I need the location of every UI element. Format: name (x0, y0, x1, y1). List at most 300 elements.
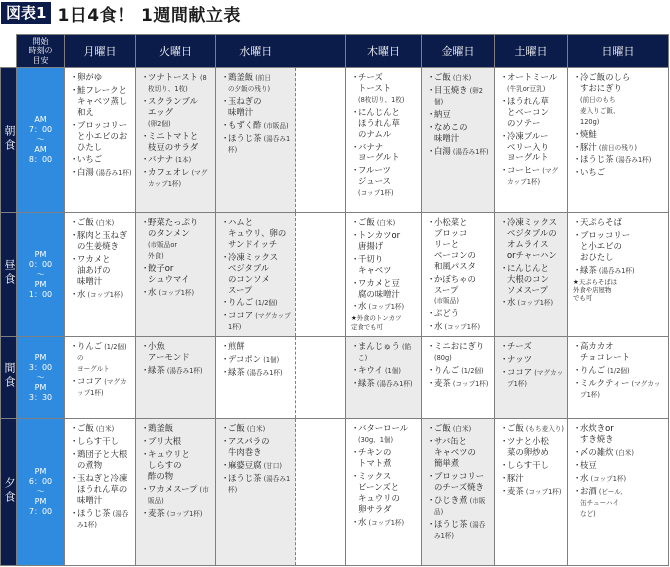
menu-item (141, 423, 212, 434)
bullet: ・ (427, 423, 436, 434)
bullet: ・ (500, 165, 509, 176)
menu-item-body (434, 471, 484, 493)
menu-item-body (77, 72, 102, 83)
bullet: ・ (141, 286, 150, 297)
menu-item (351, 341, 418, 363)
menu-item (573, 378, 665, 400)
meal-time-text: PM 6：00 ～ PM 7：00 (28, 467, 53, 517)
menu-item-body (580, 447, 634, 458)
menu-item (427, 471, 491, 493)
menu-item-body (507, 165, 564, 187)
menu-item-text: キウイ (358, 365, 383, 376)
menu-item-body (580, 423, 614, 445)
menu-cell (136, 68, 216, 213)
menu-item-body (507, 341, 532, 352)
bullet: ・ (427, 341, 436, 352)
menu-item-body (434, 519, 491, 541)
menu-item-note: (前日のもち 麦入りご飯、 120g) (580, 95, 620, 126)
menu-item (351, 72, 418, 105)
menu-item-text: 水 (580, 472, 589, 483)
meal-label (1, 213, 17, 337)
menu-item-note: (湯呑み1杯) (374, 379, 413, 388)
menu-item-note: (もち麦入り) (523, 425, 564, 434)
menu-item (221, 96, 292, 118)
menu-cell (216, 419, 296, 566)
bullet: ・ (141, 365, 150, 376)
bullet: ・ (500, 217, 509, 227)
menu-item (221, 354, 292, 365)
menu-item-body (148, 96, 198, 129)
menu-item (70, 473, 132, 506)
menu-item-note: (マグカップ1杯) (580, 379, 661, 399)
menu-item-note: (ビール、 缶チューハイ など) (580, 487, 627, 518)
menu-item (427, 274, 491, 307)
menu-item-body (507, 297, 553, 308)
menu-item-text: デコポン (228, 354, 262, 365)
menu-cell (422, 337, 495, 419)
menu-item-text: 野菜たっぷり のタンメン (148, 217, 199, 238)
menu-item-note: (白米) (450, 74, 472, 82)
meal-time-text: AM 7：00 ～ AM 8：00 (28, 115, 53, 164)
bullet: ・ (70, 375, 79, 386)
menu-item (70, 167, 132, 178)
bullet: ・ (500, 459, 509, 470)
menu-cell (495, 337, 568, 419)
menu-item (221, 133, 292, 155)
menu-item-text: チーズ (507, 341, 532, 352)
bullet: ・ (221, 367, 230, 378)
menu-item (573, 473, 665, 484)
menu-item (427, 321, 491, 332)
menu-item-text: 水炊きor すき焼き (580, 423, 614, 445)
menu-item-text: 水 (77, 288, 86, 299)
menu-item-text: カフェオレ (148, 167, 190, 178)
menu-item (141, 263, 212, 285)
bullet: ・ (70, 229, 79, 240)
menu-item-note: (1本) (173, 156, 192, 165)
bullet: ・ (141, 423, 150, 434)
menu-item (351, 301, 418, 312)
menu-item-body (77, 508, 132, 530)
bullet: ・ (351, 377, 360, 388)
menu-item-text: 玉ねぎと冷凍 ほうれん草の 味噌汁 (77, 472, 128, 505)
menu-item-text: 焼鮭 (580, 128, 597, 139)
menu-item (141, 341, 212, 363)
menu-item-text: 豚肉と玉ねぎ の生姜焼き (77, 229, 128, 251)
menu-item-body (434, 85, 491, 107)
menu-item (500, 72, 564, 94)
menu-item-body (434, 321, 480, 332)
menu-item-note: (湯呑み1杯) (613, 156, 652, 165)
bullet: ・ (500, 472, 509, 483)
menu-item-text: お酒 (580, 485, 597, 496)
menu-item-body (507, 486, 561, 497)
menu-item-body (228, 217, 286, 250)
menu-item-text: 枝豆 (580, 459, 597, 470)
header-row (1, 35, 669, 68)
bullet: ・ (221, 251, 230, 262)
menu-item-text: 納豆 (434, 108, 451, 119)
menu-item-note: (1個) (382, 367, 401, 376)
menu-item-text: しらす干し (77, 436, 119, 447)
menu-item-note: (コップ1杯) (523, 487, 562, 496)
menu-item-body (77, 436, 119, 447)
menu-item-note: (市販品) (434, 297, 459, 306)
menu-item-body (434, 146, 489, 157)
menu-item-text: なめこの 味噌汁 (434, 121, 468, 143)
menu-item-body (507, 72, 564, 94)
day-header: 月曜日 (65, 35, 136, 68)
menu-item (141, 365, 212, 376)
menu-item-text: 緑茶 (580, 264, 597, 275)
bullet: ・ (573, 128, 582, 139)
bullet: ・ (573, 459, 582, 470)
menu-item (351, 254, 418, 276)
menu-item-body (434, 72, 471, 83)
bullet: ・ (427, 436, 436, 447)
menu-item-text: ココア (77, 375, 103, 386)
menu-item (141, 449, 212, 482)
meal-row (1, 213, 669, 337)
menu-item (573, 486, 665, 519)
menu-item-text: 冷凍ミックス ベジタブル のコンソメ スープ (228, 251, 278, 295)
menu-item-body (228, 297, 278, 308)
menu-cell (568, 213, 669, 337)
bullet: ・ (221, 341, 230, 352)
menu-item-body (580, 167, 605, 178)
menu-item (573, 365, 665, 376)
menu-item-note: (湯呑み1杯) (164, 367, 203, 376)
menu-item-text: 鶏釜飯 (148, 423, 174, 434)
menu-item-text: ココア (228, 310, 254, 321)
menu-item-body (358, 378, 413, 389)
menu-item (573, 460, 665, 471)
menu-item (221, 367, 292, 378)
menu-item (221, 473, 292, 495)
menu-item-text: ブロッコリー と小エビのお ひたし (77, 119, 128, 152)
menu-item-text: にんじんと ほうれん草 のナムル (358, 106, 400, 139)
meal-time (17, 337, 65, 419)
bullet: ・ (221, 459, 230, 470)
bullet: ・ (427, 121, 436, 132)
menu-item-text: 冷凍ブルー ベリー入り ヨーグルト (507, 130, 549, 163)
menu-item-text: ほうじ茶 (77, 507, 111, 518)
menu-item-body (358, 365, 401, 376)
menu-item-text: ツナと小松 菜の卵炒め (507, 436, 549, 458)
bullet: ・ (221, 354, 230, 365)
bullet: ・ (351, 253, 360, 264)
menu-item-text: ご飯 (77, 423, 94, 434)
bullet: ・ (351, 217, 360, 227)
menu-item-body (148, 217, 198, 261)
menu-item-body (580, 217, 622, 228)
bullet: ・ (221, 217, 230, 227)
menu-item-note: (湯呑み1杯) (228, 474, 291, 494)
menu-item-body (228, 252, 278, 296)
menu-item (500, 165, 564, 187)
menu-item-text: ミックス ビーンズと キュウリの 卵サラダ (358, 470, 400, 514)
menu-item (351, 165, 418, 198)
bullet: ・ (141, 449, 150, 460)
menu-item-text: バナナ (148, 154, 174, 165)
menu-item (70, 120, 132, 153)
bullet: ・ (70, 217, 79, 227)
bullet: ・ (70, 119, 79, 130)
menu-item (70, 230, 132, 252)
menu-item-text: 玉ねぎの 味噌汁 (228, 95, 262, 117)
bullet: ・ (141, 167, 150, 178)
menu-item-body (358, 142, 400, 164)
menu-item-body (77, 449, 127, 471)
menu-cell (136, 337, 216, 419)
menu-item-text: ほうじ茶 (228, 132, 262, 143)
menu-item (427, 436, 491, 469)
menu-item-body (580, 473, 626, 484)
menu-item-text: フルーツ ジュース (358, 165, 391, 187)
bullet: ・ (221, 95, 230, 106)
bullet: ・ (141, 507, 150, 518)
menu-item-text: チキンの トマト煮 (358, 447, 392, 468)
menu-item-text: 高カカオ チョコレート (580, 341, 630, 363)
menu-item-body (580, 486, 627, 519)
menu-item-text: トンカツor 唐揚げ (358, 229, 401, 251)
menu-item-body (434, 365, 484, 376)
menu-item-body (580, 142, 637, 153)
menu-cell (568, 68, 669, 213)
menu-item-body (507, 217, 557, 261)
menu-item-text: 冷凍ミックス ベジタブルの オムライス orチャーハン (507, 217, 557, 260)
menu-item-text: 煎餅 (228, 341, 245, 352)
menu-item (221, 120, 292, 131)
menu-item-text: 小松菜と ブロッコ リーと ベーコンの 和風パスタ (434, 217, 476, 271)
menu-item-note: (1/2個)の ヨーグルト (77, 343, 127, 374)
menu-item-text: バナナ ヨーグルト (358, 141, 400, 163)
bullet: ・ (70, 423, 79, 434)
bullet: ・ (573, 167, 582, 178)
day-header: 土曜日 (495, 35, 568, 68)
menu-item-text: ほうじ茶 (580, 154, 614, 165)
menu-item-text: 緑茶 (228, 367, 245, 378)
bullet: ・ (500, 297, 509, 308)
bullet: ・ (351, 229, 360, 240)
menu-item-body (434, 423, 471, 434)
menu-item-text: りんご (228, 297, 254, 308)
menu-item-note: (コップ1杯) (588, 474, 627, 483)
menu-item-body (228, 341, 245, 352)
menu-item-text: ミニおにぎり (434, 341, 485, 352)
menu-item-text: 冷ご飯のしら すおにぎり (580, 72, 631, 93)
bullet: ・ (221, 132, 230, 143)
meal-row (1, 337, 669, 419)
bullet: ・ (573, 72, 582, 82)
menu-item (70, 72, 132, 83)
menu-item-text: かぼちゃの スープ (434, 273, 476, 295)
menu-item (427, 308, 491, 319)
spacer-cell (296, 213, 346, 337)
menu-item (70, 154, 132, 165)
menu-item-body (358, 72, 405, 105)
bullet: ・ (351, 470, 360, 481)
meal-label (1, 419, 17, 566)
menu-item-text: アスパラの 牛肉巻き (228, 436, 270, 458)
menu-item-note: (甘口) (261, 461, 282, 470)
menu-item-body (228, 72, 271, 94)
menu-item-note: (市販品) (434, 496, 486, 516)
bullet: ・ (500, 95, 509, 106)
menu-item (500, 263, 564, 296)
menu-item-body (358, 471, 400, 515)
figure-title (0, 0, 241, 26)
bullet: ・ (500, 367, 509, 378)
menu-item-body (77, 230, 127, 252)
menu-item (351, 517, 418, 528)
menu-item-body (580, 365, 630, 376)
menu-item-text: ご飯 (77, 217, 94, 227)
corner-cell (1, 35, 17, 68)
menu-item-text: りんご (434, 365, 460, 376)
bullet: ・ (573, 229, 582, 240)
menu-item-body (358, 165, 394, 198)
menu-item-body (434, 274, 476, 307)
spacer-cell (296, 419, 346, 566)
menu-item-text: 水 (358, 516, 367, 527)
bullet: ・ (351, 141, 360, 152)
menu-item-text: ご飯 (358, 217, 375, 227)
menu-item-body (77, 376, 132, 398)
menu-item (221, 310, 292, 332)
menu-item-note: (8枚切り、1枚) (148, 74, 207, 93)
menu-item-text: 鶏釜飯 (228, 72, 254, 82)
menu-item-text: いちご (77, 154, 103, 165)
menu-item (351, 142, 418, 164)
menu-item-text: 麦茶 (148, 507, 165, 518)
bullet: ・ (70, 72, 79, 82)
menu-item-text: 鶏団子と大根 の煮物 (77, 449, 128, 470)
menu-item (573, 217, 665, 228)
spacer-cell (296, 337, 346, 419)
menu-cell (136, 213, 216, 337)
menu-item-note: (湯呑み1杯) (450, 147, 489, 156)
menu-item (141, 154, 212, 165)
menu-item (351, 447, 418, 469)
menu-item-note: (1個) (261, 356, 280, 365)
menu-item (500, 367, 564, 389)
menu-item-text: 麦茶 (507, 485, 524, 496)
menu-item-text: ほうじ茶 (434, 518, 468, 529)
menu-item (221, 341, 292, 352)
menu-item-body (580, 129, 597, 140)
menu-item (427, 109, 491, 120)
bullet: ・ (70, 472, 79, 483)
menu-item-body (148, 365, 203, 376)
menu-item-body (228, 96, 262, 118)
menu-cell (216, 68, 296, 213)
menu-item (141, 131, 212, 153)
bullet: ・ (141, 262, 150, 273)
menu-cell (495, 68, 568, 213)
menu-cell (65, 213, 136, 337)
menu-item-text: 麦茶 (434, 377, 451, 388)
day-header: 火曜日 (136, 35, 216, 68)
menu-item-body (77, 120, 127, 153)
menu-item-text: 白湯 (77, 167, 94, 178)
bullet: ・ (427, 518, 436, 529)
menu-cell (216, 213, 296, 337)
menu-item-body (358, 423, 418, 445)
bullet: ・ (427, 108, 436, 119)
menu-item (573, 142, 665, 153)
menu-item-note: (湯呑み1杯) (434, 520, 486, 540)
menu-item-body (77, 167, 132, 178)
menu-item-body (507, 131, 549, 164)
menu-item-note: (コップ1杯) (450, 379, 489, 388)
menu-item-note: (コップ1杯) (442, 323, 481, 332)
menu-item (427, 341, 491, 363)
bullet: ・ (70, 84, 79, 95)
menu-item-body (580, 230, 630, 263)
bullet: ・ (500, 423, 509, 434)
menu-item-text: ナッツ (507, 354, 532, 365)
bullet: ・ (427, 308, 436, 319)
menu-item (221, 217, 292, 250)
menu-item-note: (コップ1杯) (358, 189, 394, 198)
menu-item (351, 423, 418, 445)
menu-item-body (580, 72, 630, 127)
menu-item (573, 129, 665, 140)
menu-item-body (77, 254, 111, 287)
menu-item-text: ブロッコリー と小エビの おひたし (580, 229, 631, 262)
menu-item-body (148, 341, 190, 363)
menu-item (500, 354, 564, 365)
bullet: ・ (427, 84, 436, 95)
menu-item-note: (白米) (374, 219, 396, 227)
menu-item-text: ミルクティー (580, 377, 630, 388)
menu-item-body (358, 301, 404, 312)
meal-label-text: 昼食 (3, 259, 16, 288)
menu-item-text: チーズ トースト (358, 72, 392, 93)
bullet: ・ (573, 341, 582, 352)
meal-time (17, 419, 65, 566)
menu-item (70, 85, 132, 118)
bullet: ・ (141, 341, 150, 352)
bullet: ・ (500, 262, 509, 273)
menu-item-body (228, 120, 289, 131)
menu-item-text: スクランブル エッグ (148, 95, 198, 117)
meal-time-header: 開始 時刻の 目安 (17, 35, 65, 68)
bullet: ・ (221, 436, 230, 447)
meal-time-text: PM 3：00 ～ PM 3：30 (28, 352, 53, 402)
bullet: ・ (573, 377, 582, 388)
menu-item-body (580, 378, 665, 400)
bullet: ・ (573, 264, 582, 275)
menu-item (70, 436, 132, 447)
menu-item-body (434, 308, 459, 319)
menu-item-note: (白米) (450, 425, 472, 434)
menu-item (70, 449, 132, 471)
menu-item-text: 千切り キャベツ (358, 253, 392, 275)
bullet: ・ (500, 130, 509, 141)
bullet: ・ (221, 119, 230, 130)
menu-item-body (434, 436, 476, 469)
bullet: ・ (573, 154, 582, 165)
menu-item-text: いちご (580, 167, 606, 178)
menu-item (500, 460, 564, 471)
menu-item-body (228, 436, 270, 458)
menu-item (573, 265, 665, 276)
bullet: ・ (351, 277, 360, 288)
menu-item-body (148, 423, 173, 434)
menu-item-body (77, 341, 132, 374)
